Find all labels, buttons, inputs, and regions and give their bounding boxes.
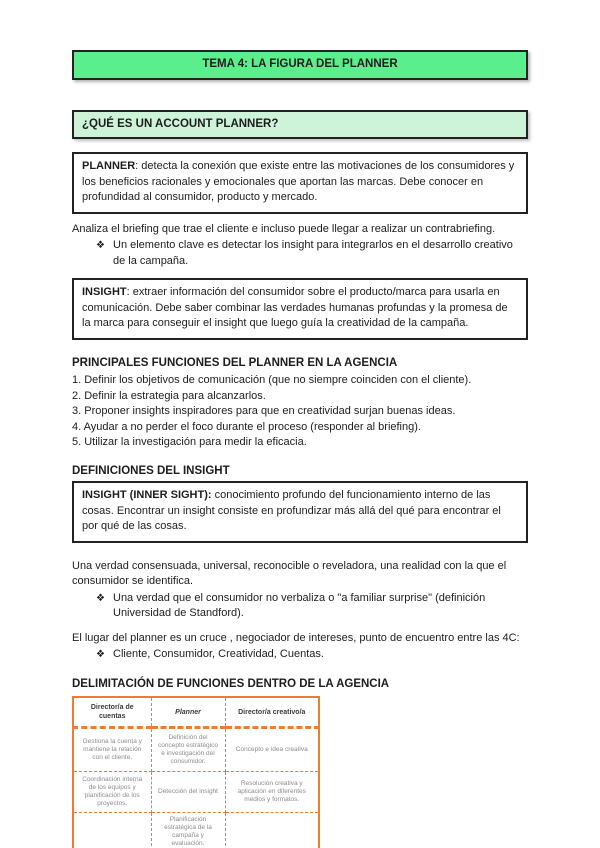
table-row [73,772,319,813]
heading-delimitacion-funciones: DELIMITACIÓN DE FUNCIONES DENTRO DE LA AGENCIA [72,677,390,690]
table-row [73,813,319,848]
section-header-que-es: ¿QUÉ ES UN ACCOUNT PLANNER? [72,110,528,140]
table-cell: Gestiona la cuenta y mantiene la relación con el cliente. [73,728,151,772]
list-item-5: 5. Utilizar la investigación para medir la eficacia. [72,436,307,448]
roles-table [72,696,320,848]
table-header-row [73,697,319,728]
table-header-planner: Planner [151,697,225,728]
spacer [72,551,528,559]
title-banner: TEMA 4: LA FIGURA DEL PLANNER [72,50,528,80]
table-cell [225,813,319,848]
diamond-bullet-icon: ❖ [96,592,105,604]
spacer [72,664,528,677]
list-item-3: 3. Proponer insights inspiradores para que en creatividad surjan buenas ideas. [72,405,456,417]
diamond-bullet-icon: ❖ [96,649,105,660]
table-cell: Resolución creativa y aplicación en diferentes medios y formatos. [225,772,319,813]
inner-sight-definition-box [72,481,528,543]
bullet-4c [72,647,528,663]
table-header-director-creativo: Director/a creativo/a [225,697,319,728]
paragraph-briefing: Analiza el briefing que trae el cliente e incluso puede llegar a realizar un contrabriefing. [72,222,496,235]
diamond-bullet-icon: ❖ [96,240,105,251]
inner-sight-term: INSIGHT (INNER SIGHT): [82,489,212,501]
spacer [72,348,528,356]
planner-definition-box [72,152,528,214]
insight-definition-text: : extraer información del consumidor sobre el producto/marca para usarla en comunicación. Debe saber combinar las verdades humanas profundas y la promesa de la marca para conseguir el insight que luego guía la creatividad de la campaña. [82,286,508,329]
table-cell: Planificación estratégica de la campaña y evaluación. [151,813,225,848]
insight-definition-box [72,278,528,340]
bullet-text: Un elemento clave es detectar los insight para integrarlos en el desarrollo creativo de la campaña. [113,239,513,267]
table-cell: Definición del concepto estratégico e investigación del consumidor. [151,728,225,772]
bullet-familiar-surprise [72,591,528,622]
spacer [72,451,528,464]
table-cell: Concepto e idea creativa [225,728,319,772]
paragraph-verdad: Una verdad consensuada, universal, reconocible o reveladora, una realidad con la que el consumidor se identifica. [72,559,507,587]
table-header-director-cuentas: Director/a de cuentas [73,697,151,728]
spacer [72,270,528,278]
bullet-insight-clave [72,238,528,269]
spacer [72,623,528,631]
bullet-text: Cliente, Consumidor, Creatividad, Cuentas. [113,648,324,660]
planner-definition-text: : detecta la conexión que existe entre las motivaciones de los consumidores y los beneficios racionales y emocionales que aportan las marcas. Debe conocer en profundidad al consumidor, producto y mercado. [82,160,515,203]
list-item-2: 2. Definir la estrategia para alcanzarlos. [72,389,266,402]
list-item-1: 1. Definir los objetivos de comunicación (que no siempre coinciden con el cliente). [72,374,472,386]
table-row [73,728,319,772]
paragraph-lugar-planner: El lugar del planner es un cruce , negociador de intereses, punto de encuentro entre las 4C: [72,631,520,644]
planner-term: PLANNER [82,160,136,172]
table-cell: Coordinación interna de los equipos y planificación de los proyectos. [73,772,151,813]
table-cell [73,813,151,848]
inner-sight-text: conocimiento profundo del funcionamiento interno de las cosas. Encontrar un insight consiste en profundizar más allá del qué para encontrar el por qué de las cosas. [82,489,501,532]
bullet-text: Una verdad que el consumidor no verbaliza o "a familiar surprise" (definición Universidad de Standford). [113,591,486,619]
heading-principales-funciones: PRINCIPALES FUNCIONES DEL PLANNER EN LA AGENCIA [72,356,398,369]
heading-definiciones-insight: DEFINICIONES DEL INSIGHT [72,464,230,477]
list-item-4: 4. Ayudar a no perder el foco durante el proceso (responder al briefing). [72,420,421,433]
insight-term: INSIGHT [82,286,127,298]
table-cell: Detección del insight [151,772,225,813]
